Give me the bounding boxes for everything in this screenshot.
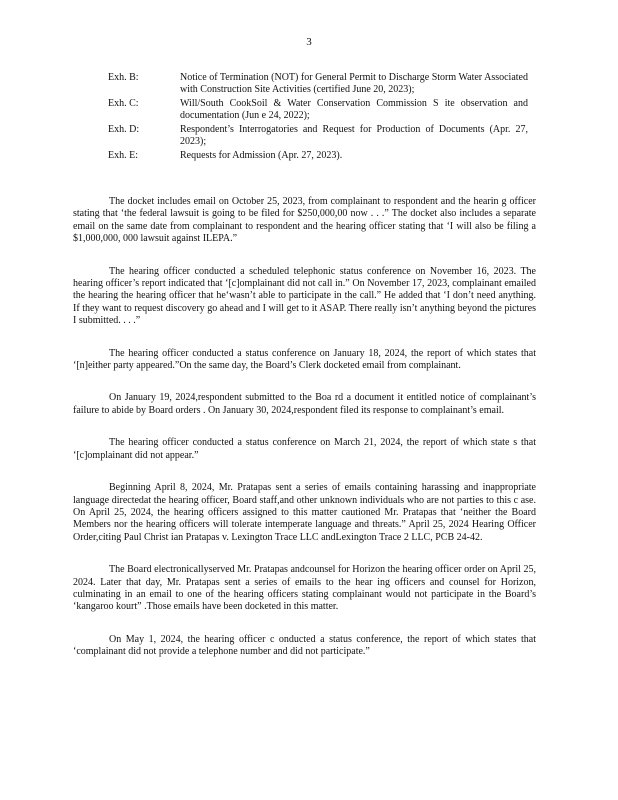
exhibit-item	[108, 98, 528, 122]
exhibit-description: Will/South CookSoil & Water Conservation Commission S ite observation and documentation (Jun e 24, 2022);	[180, 98, 528, 121]
paragraph-conference-jan-18: The hearing officer conducted a status conference on January 18, 2024, the report of which states that ‘[n]either party appeared.”On the same day, the Board’s Clerk docketed email from complainant.	[73, 347, 536, 372]
exhibit-label: Exh. B:	[108, 72, 139, 83]
page-number: 3	[306, 36, 312, 48]
exhibit-item	[108, 124, 528, 148]
paragraph-conference-nov-16: The hearing officer conducted a scheduled telephonic status conference on November 16, 2023. The hearing officer’s report indicated that ‘[c]omplainant did not call in.” On November 17, 2023, complainant emailed the hearing the hearing officer that he‘wasn’t able to participate in the call.” He added that ‘I don’t need anything. If they want to request discovery go ahead and I will get to it ASAP. There really isn’t anything beyond the pictures I submitted. . . .”	[73, 265, 536, 327]
paragraph-respondent-filings: On January 19, 2024,respondent submitted to the Boa rd a document it entitled notice of complainant’s failure to abide by Board orders . On January 30, 2024,respondent filed its response to complainant’s email.	[73, 392, 536, 416]
paragraph-conference-mar-21: The hearing officer conducted a status conference on March 21, 2024, the report of which state s that ‘[c]omplainant did not appear.”	[73, 437, 536, 461]
paragraph-email-oct-25: The docket includes email on October 25, 2023, from complainant to respondent and the hearin g officer stating that ‘the federal lawsuit is going to be filed for $250,000,00 now . . .” The docket also includes a separate email on the same date from complainant to respondent and the hearing officer stating that ‘I will also be filing a $1,000,000, 000 lawsuit against ILEPA.”	[73, 196, 536, 245]
exhibit-label: Exh. C:	[108, 98, 139, 109]
exhibit-label: Exh. E:	[108, 150, 138, 161]
paragraph-board-service: The Board electronicallyserved Mr. Pratapas andcounsel for Horizon the hearing officer order on April 25, 2024. Later that day, Mr. Pratapas sent a series of emails to the hear ing officers and counsel for Horizon, culminating in an email to one of the hearing officers stating complainant would not participate in the Board’s ‘kangaroo kourt” .Those emails have been docketed in this matter.	[73, 564, 536, 613]
exhibit-description: Respondent’s Interrogatories and Request for Production of Documents (Apr. 27, 2023);	[180, 124, 528, 147]
exhibit-item	[108, 72, 528, 96]
paragraph-emails-april: Beginning April 8, 2024, Mr. Pratapas sent a series of emails containing harassing and inappropriate language directedat the hearing officer, Board staff,and other unknown individuals who are not parties to this c ase. On April 25, 2024, the hearing officers assigned to this matter cautioned Mr. Pratapas that ‘neither the Board Members nor the hearing officers will tolerate intemperate language and threats.” April 25, 2024 Hearing Officer Order,citing Paul Christ ian Pratapas v. Lexington Trace LLC andLexington Trace 2 LLC, PCB 24-42.	[73, 482, 536, 543]
exhibit-label: Exh. D:	[108, 124, 140, 135]
document-body	[73, 196, 536, 679]
exhibit-description: Requests for Admission (Apr. 27, 2023).	[180, 150, 343, 161]
exhibit-description: Notice of Termination (NOT) for General Permit to Discharge Storm Water Associated with Construction Site Activities (certified June 20, 2023);	[180, 72, 528, 95]
exhibit-item	[108, 150, 528, 162]
paragraph-conference-may-1: On May 1, 2024, the hearing officer c onducted a status conference, the report of which states that ‘complainant did not provide a telephone number and did not participate.”	[73, 633, 536, 658]
exhibit-list	[108, 72, 528, 164]
